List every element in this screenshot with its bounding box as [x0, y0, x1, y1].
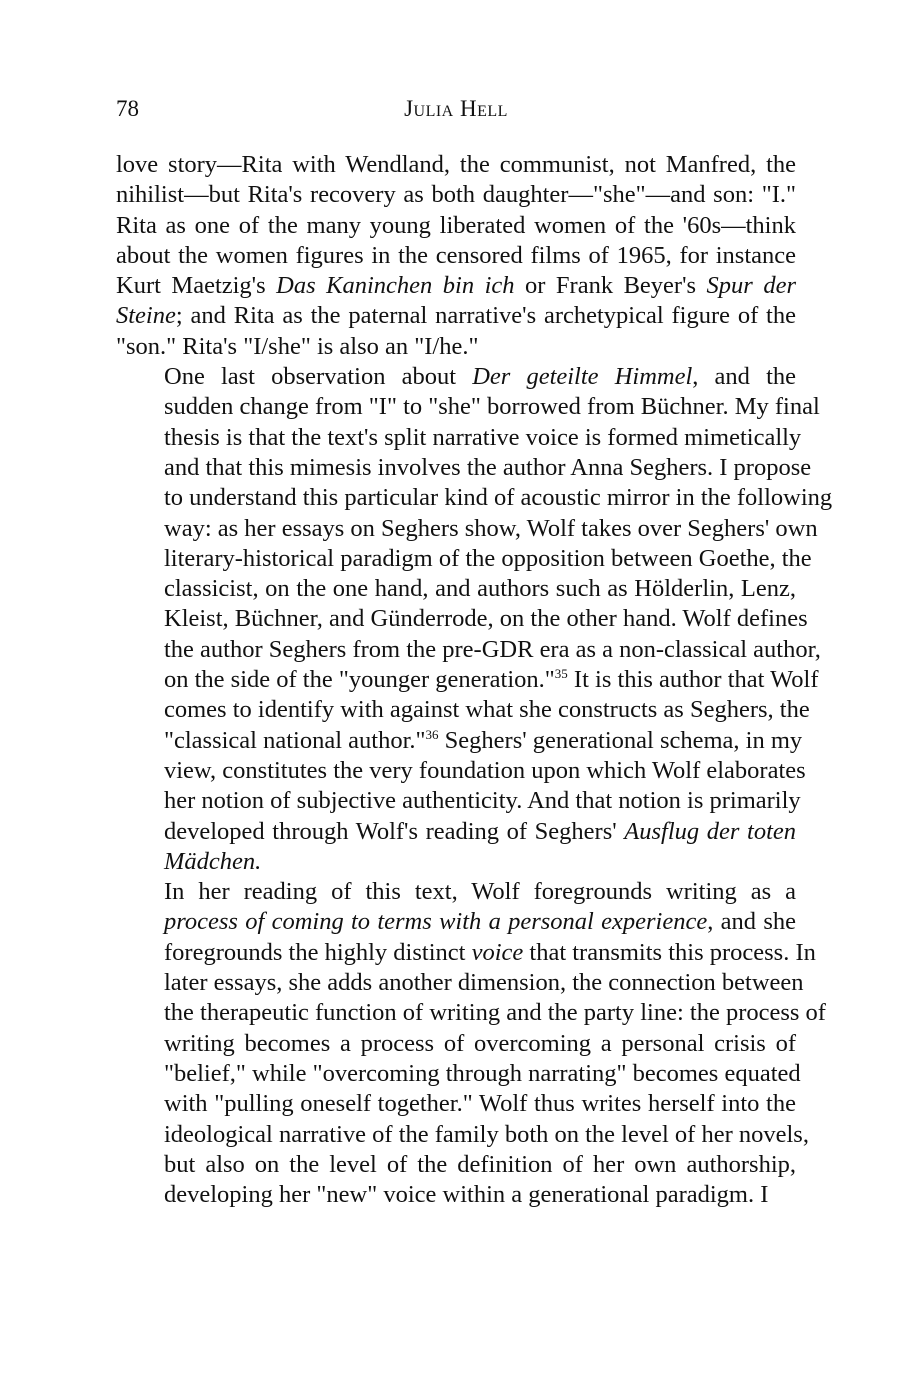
text-run: about the women figures in the censored films of 1965, for instance	[116, 241, 796, 269]
text-run: Seghers' generational schema, in my	[438, 726, 803, 754]
text-line	[116, 968, 804, 998]
text-line	[116, 483, 833, 513]
text-line	[116, 271, 796, 301]
italic-text: Ausflug der toten	[624, 817, 797, 845]
text-line	[116, 1089, 796, 1119]
text-line	[116, 574, 796, 604]
text-run: but also on the level of the definition of her own authorship,	[164, 1150, 796, 1178]
italic-text: Der geteilte Himmel	[472, 363, 693, 391]
text-run: comes to identify with against what she constructs as Seghers, the	[164, 696, 810, 724]
text-line	[116, 604, 808, 634]
text-run: ideological narrative of the family both on the level of her novels,	[164, 1120, 809, 1148]
text-run: ; and Rita as the paternal narrative's archetypical figure of the	[175, 302, 796, 330]
text-line	[116, 301, 796, 331]
text-run: the author Seghers from the pre-GDR era as a non-classical author,	[164, 635, 821, 663]
paragraph	[116, 362, 833, 877]
italic-text: Mädchen.	[164, 847, 262, 875]
text-run: on the side of the "younger generation."	[164, 666, 555, 694]
text-line	[116, 786, 801, 816]
text-line	[116, 1180, 796, 1210]
text-line	[116, 1059, 801, 1089]
text-run: foregrounds the highly distinct	[164, 938, 472, 966]
text-run: view, constitutes the very foundation upon which Wolf elaborates	[164, 756, 806, 784]
text-run: the therapeutic function of writing and the party line: the process of	[164, 999, 826, 1027]
text-line	[116, 1120, 809, 1150]
text-line	[116, 423, 802, 453]
italic-text: voice	[471, 938, 524, 966]
text-run: love story—Rita with Wendland, the communist, not Manfred, the	[116, 151, 796, 178]
text-line	[116, 907, 796, 937]
paragraph	[116, 877, 826, 1210]
text-run: and that this mimesis involves the author Anna Seghers. I propose	[164, 453, 812, 481]
text-run: It is this author that Wolf	[567, 666, 819, 694]
text-line	[116, 847, 796, 877]
text-line	[116, 392, 820, 422]
text-line	[116, 150, 796, 180]
text-run: with "pulling oneself together." Wolf thus writes herself into the	[164, 1090, 796, 1118]
text-run: "belief," while "overcoming through narrating" becomes equated	[164, 1059, 801, 1087]
text-line	[116, 817, 796, 847]
text-line	[116, 635, 821, 665]
text-run: Kurt Maetzig's	[116, 272, 277, 300]
text-run: Kleist, Büchner, and Günderrode, on the other hand. Wolf defines	[164, 605, 808, 633]
text-line	[116, 1150, 796, 1180]
italic-text: process of coming to terms with a personal experience	[164, 908, 708, 936]
text-run: way: as her essays on Seghers show, Wolf takes over Seghers' own	[164, 514, 818, 542]
text-run: writing becomes a process of overcoming a personal crisis of	[164, 1029, 796, 1057]
text-run: "classical national author."	[164, 726, 426, 754]
body-text	[116, 150, 833, 1210]
text-run: , and she	[707, 908, 796, 936]
paragraph	[116, 150, 796, 362]
text-run: sudden change from "I" to "she" borrowed from Büchner. My final	[164, 393, 820, 421]
text-line	[116, 180, 796, 210]
text-line	[116, 544, 812, 574]
text-run: classicist, on the one hand, and authors such as Hölderlin, Lenz,	[164, 575, 796, 603]
text-run: later essays, she adds another dimension, the connection between	[164, 969, 804, 997]
text-run: developed through Wolf's reading of Seghers'	[164, 817, 625, 845]
text-line	[116, 695, 810, 725]
text-line	[116, 726, 803, 756]
text-run: In her reading of this text, Wolf foregrounds writing as a	[164, 878, 796, 906]
page-header	[116, 96, 796, 128]
running-head: Julia Hell	[404, 96, 508, 121]
text-run: "son." Rita's "I/she" is also an "I/he."	[116, 332, 479, 360]
text-line	[116, 362, 796, 392]
text-line	[116, 877, 796, 907]
text-run: her notion of subjective authenticity. And that notion is primarily	[164, 787, 801, 815]
text-run: to understand this particular kind of acoustic mirror in the following	[164, 484, 833, 512]
text-line	[116, 665, 819, 695]
text-run: literary-historical paradigm of the opposition between Goethe, the	[164, 544, 812, 572]
italic-text: Spur der	[706, 272, 796, 300]
text-line	[116, 332, 796, 362]
text-line	[116, 756, 806, 786]
text-line	[116, 938, 816, 968]
text-run: that transmits this process. In	[523, 938, 816, 966]
footnote-ref: 36	[425, 726, 439, 742]
page-number: 78	[116, 96, 139, 121]
text-run: or Frank Beyer's	[514, 272, 707, 300]
text-run: thesis is that the text's split narrative voice is formed mimetically	[164, 423, 802, 451]
text-run: Rita as one of the many young liberated women of the '60s—think	[116, 211, 796, 239]
text-run: nihilist—but Rita's recovery as both daughter—"she"—and son: "I."	[116, 181, 796, 209]
footnote-ref: 35	[554, 666, 568, 682]
text-line	[116, 453, 812, 483]
italic-text: Steine	[116, 302, 176, 330]
text-line	[116, 1029, 796, 1059]
text-line	[116, 241, 796, 271]
italic-text: Das Kaninchen bin ich	[276, 272, 515, 300]
text-run: developing her "new" voice within a generational paradigm. I	[164, 1181, 769, 1209]
text-run: One last observation about	[164, 363, 473, 391]
text-line	[116, 211, 796, 241]
text-line	[116, 998, 826, 1028]
text-run: , and the	[692, 363, 796, 391]
text-line	[116, 514, 818, 544]
